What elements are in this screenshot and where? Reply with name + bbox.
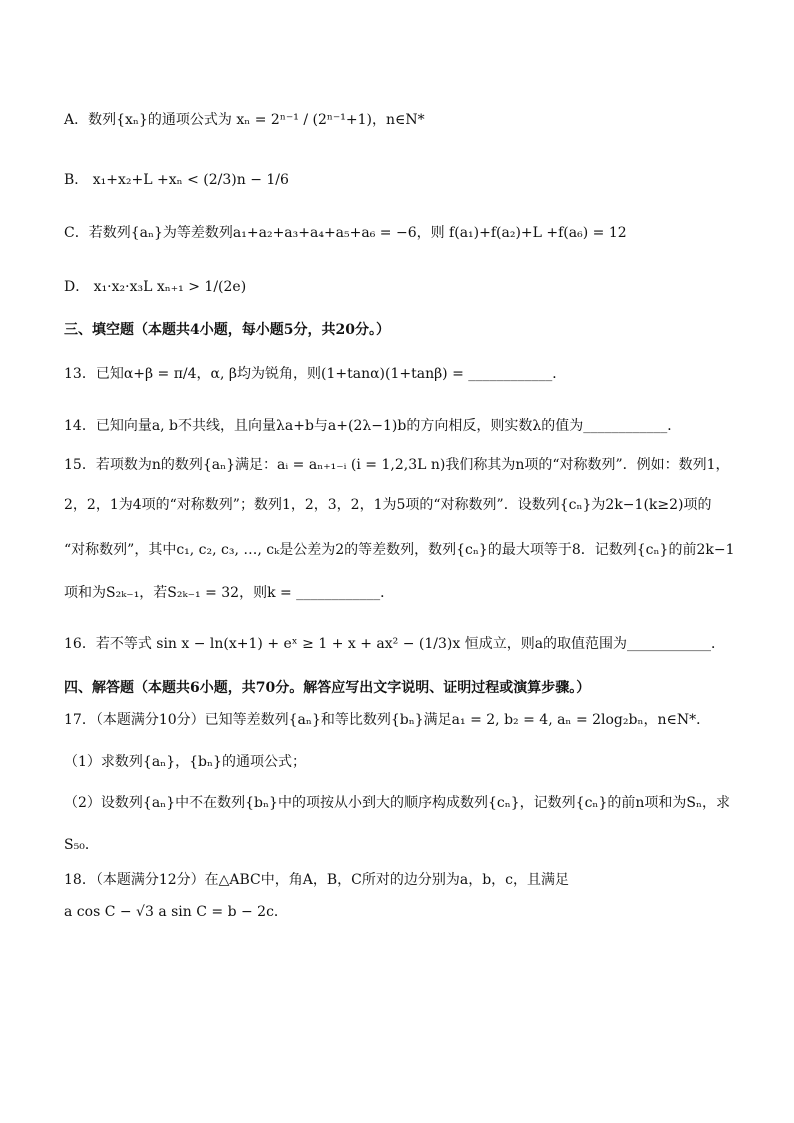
question-17-part1: （1）求数列{aₙ}，{bₙ}的通项公式；: [64, 754, 306, 770]
section4-heading: 四、解答题（本题共6小题，共70分。解答应写出文字说明、证明过程或演算步骤。）: [64, 680, 591, 696]
option-b: B． x₁+x₂+L +xₙ < (2/3)n − 1/6: [64, 172, 289, 188]
question-13: 13．已知α+β = π/4，α, β均为锐角，则(1+tanα)(1+tanβ) = ____________．: [64, 366, 567, 382]
question-15-line3: “对称数列”，其中c₁, c₂, c₃, …, cₖ是公差为2的等差数列，数列{cₙ}的最大项等于8．记数列{cₙ}的前2k−1: [64, 542, 735, 558]
section3-heading: 三、填空题（本题共4小题，每小题5分，共20分。）: [64, 322, 390, 338]
option-c: C．若数列{aₙ}为等差数列a₁+a₂+a₃+a₄+a₅+a₆ = −6，则 f(a₁)+f(a₂)+L +f(a₆) = 12: [64, 225, 627, 241]
question-17-part2: （2）设数列{aₙ}中不在数列{bₙ}中的项按从小到大的顺序构成数列{cₙ}，记数列{cₙ}的前n项和为Sₙ，求: [64, 795, 731, 811]
question-14: 14．已知向量a, b不共线，且向量λa+b与a+(2λ−1)b的方向相反，则实数λ的值为____________．: [64, 418, 682, 434]
option-d: D． x₁·x₂·x₃L xₙ₊₁ > 1/(2e): [64, 279, 247, 295]
question-15-line2: 2，2，1为4项的“对称数列”；数列1，2，3，2，1为5项的“对称数列”．设数列{cₙ}为2k−1(k≥2)项的: [64, 497, 712, 513]
question-15-line4: 项和为S₂ₖ₋₁，若S₂ₖ₋₁ = 32，则k = ____________．: [64, 585, 395, 601]
question-17: 17．（本题满分10分）已知等差数列{aₙ}和等比数列{bₙ}满足a₁ = 2, b₂ = 4, aₙ = 2log₂bₙ，n∈N*．: [64, 712, 711, 728]
question-18: 18．（本题满分12分）在△ABC中，角A，B，C所对的边分别为a，b，c，且满足: [64, 872, 570, 888]
question-15-line1: 15．若项数为n的数列{aₙ}满足：aᵢ = aₙ₊₁₋ᵢ (i = 1,2,3L n)我们称其为n项的“对称数列”．例如：数列1，: [64, 457, 730, 473]
question-17-part2-cont: S₅₀．: [64, 837, 99, 853]
question-16: 16．若不等式 sin x − ln(x+1) + eˣ ≥ 1 + x + ax² − (1/3)x 恒成立，则a的取值范围为____________．: [64, 636, 726, 652]
question-18-cont: a cos C − √3 a sin C = b − 2c．: [64, 904, 288, 920]
option-a: A．数列{xₙ}的通项公式为 xₙ = 2ⁿ⁻¹ / (2ⁿ⁻¹+1)，n∈N*: [64, 112, 425, 128]
